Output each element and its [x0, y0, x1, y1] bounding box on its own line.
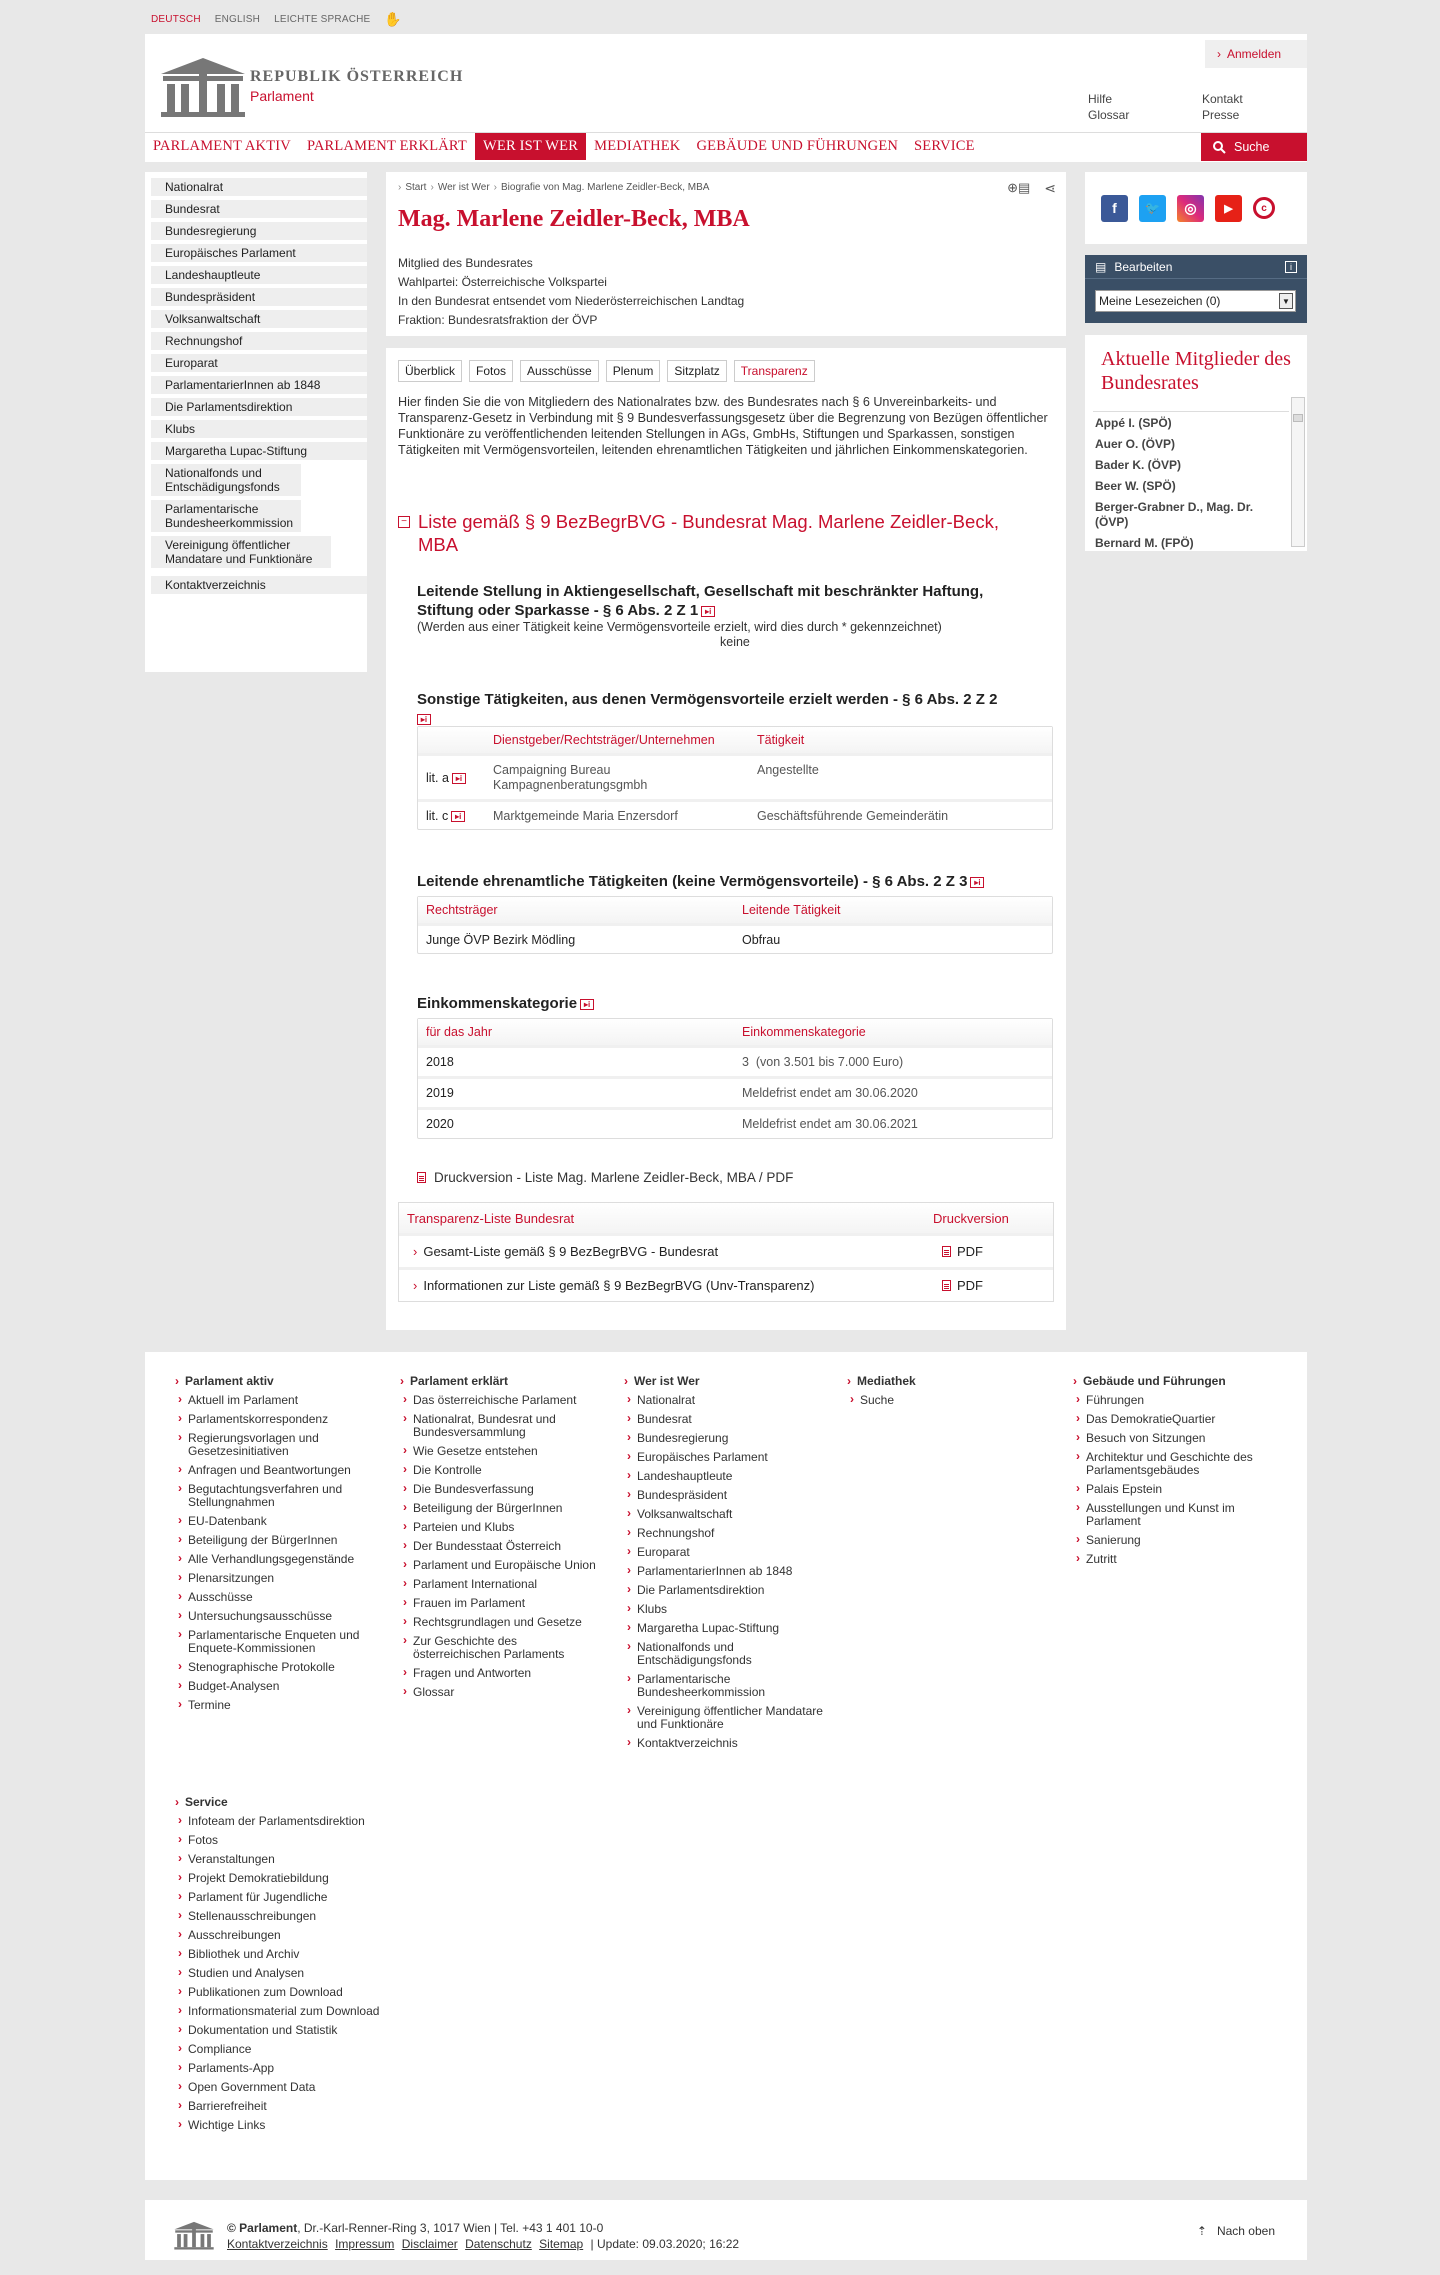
info-icon[interactable]: ▸i: [452, 773, 466, 784]
youtube-icon[interactable]: ▶: [1215, 195, 1242, 222]
footer-link[interactable]: › Wie Gesetze entstehen: [400, 1445, 600, 1458]
page-title: Mag. Marlene Zeidler-Beck, MBA: [398, 206, 750, 232]
footer-link-datenschutz[interactable]: Datenschutz: [465, 2237, 532, 2251]
footer-link[interactable]: › Rechnungshof: [624, 1527, 824, 1540]
footer-link[interactable]: › Informationsmaterial zum Download: [175, 2005, 395, 2018]
footer-link[interactable]: › Regierungsvorlagen und Gesetzesinitiativen: [175, 1432, 375, 1458]
table-row: [418, 923, 1052, 953]
members-box: [1085, 335, 1307, 551]
sidebar-item-nationalrat[interactable]: Nationalrat: [151, 178, 367, 196]
lang-english[interactable]: ENGLISH: [214, 14, 261, 25]
main-nav: [145, 132, 1307, 160]
footer-link[interactable]: › Aktuell im Parlament: [175, 1394, 375, 1407]
footer-link[interactable]: › Europäisches Parlament: [624, 1451, 824, 1464]
footer-link[interactable]: › Bundespräsident: [624, 1489, 824, 1502]
table-row: [418, 1107, 1052, 1138]
footer-link[interactable]: › Dokumentation und Statistik: [175, 2024, 395, 2037]
footer-link[interactable]: › Parlaments-App: [175, 2062, 395, 2075]
cell-activity: Obfrau: [742, 932, 781, 947]
footer-link[interactable]: › Margaretha Lupac-Stiftung: [624, 1622, 824, 1635]
nav-mediathek[interactable]: MEDIATHEK: [594, 138, 681, 154]
table-row: lit. c ▸i Marktgemeinde Maria Enzersdorf Geschäftsführende Gemeinderätin: [418, 799, 1052, 829]
footer-link[interactable]: › Studien und Analysen: [175, 1967, 395, 1980]
section-title: Leitende ehrenamtliche Tätigkeiten (keine Vermögensvorteile) - § 6 Abs. 2 Z 3: [417, 873, 968, 890]
footer-link[interactable]: › Parlament und Europäische Union: [400, 1559, 600, 1572]
footer-link[interactable]: › Stenographische Protokolle: [175, 1661, 375, 1674]
cell-activity: Geschäftsführende Gemeinderätin: [757, 808, 949, 823]
sidebar-item-landeshauptleute[interactable]: Landeshauptleute: [151, 266, 367, 284]
transparency-content: [386, 348, 1066, 1330]
footer-link[interactable]: › Parlament für Jugendliche: [175, 1891, 395, 1904]
footer-col: [624, 1374, 824, 1756]
table-row[interactable]: › Gesamt-Liste gemäß § 9 BezBegrBVG - Bundesrat PDF: [399, 1233, 1053, 1267]
info-icon[interactable]: ▸i: [417, 714, 431, 725]
footer-link[interactable]: › EU-Datenbank: [175, 1515, 375, 1528]
footer-link[interactable]: › Palais Epstein: [1073, 1483, 1283, 1496]
info-mitglied: Mitglied des Bundesrates: [398, 256, 533, 270]
edit-title: Bearbeiten: [1114, 259, 1173, 274]
info-entsendet: In den Bundesrat entsendet vom Niederösterreichischen Landtag: [398, 294, 745, 308]
footer-link[interactable]: › Bibliothek und Archiv: [175, 1948, 395, 1961]
footer-link[interactable]: › Frauen im Parlament: [400, 1597, 600, 1610]
sidebar-item-bundesheerkommission[interactable]: Parlamentarische Bundesheerkommission: [151, 500, 301, 532]
social-links: [1085, 172, 1307, 244]
share-icon[interactable]: ⋖: [1044, 180, 1056, 196]
chevron-down-icon: ▼: [1279, 293, 1293, 309]
footer-link[interactable]: › Volksanwaltschaft: [624, 1508, 824, 1521]
profile-tabs: [398, 360, 815, 382]
section-einkommen: [417, 994, 1043, 1013]
footer-link-sitemap[interactable]: Sitemap: [539, 2237, 584, 2251]
tab-sitzplatz[interactable]: Sitzplatz: [667, 360, 726, 382]
sidebar-item-bundespraesident[interactable]: Bundespräsident: [151, 288, 367, 306]
table-row[interactable]: › Informationen zur Liste gemäß § 9 BezBegrBVG (Unv-Transparenz) PDF: [399, 1267, 1053, 1301]
cell-year: 2019: [426, 1086, 454, 1100]
footer-link[interactable]: › Fragen und Antworten: [400, 1667, 600, 1680]
footer-link[interactable]: › Fotos: [175, 1834, 395, 1847]
footer-link[interactable]: › Veranstaltungen: [175, 1853, 395, 1866]
language-bar: [151, 11, 403, 28]
footer-link[interactable]: › Der Bundesstaat Österreich: [400, 1540, 600, 1553]
footer-col: [175, 1374, 375, 1718]
tab-ausschuesse[interactable]: Ausschüsse: [520, 360, 599, 382]
sidebar-item-volksanwaltschaft[interactable]: Volksanwaltschaft: [151, 310, 367, 328]
section-leitende-stellung: [417, 582, 1043, 650]
cell-activity: Angestellte: [757, 763, 819, 777]
footer-col-heading[interactable]: › Gebäude und Führungen: [1073, 1374, 1283, 1388]
arrow-up-icon: ⇡: [1196, 2224, 1207, 2238]
footer-link[interactable]: › Glossar: [400, 1686, 600, 1699]
footer-link[interactable]: › Plenarsitzungen: [175, 1572, 375, 1585]
section-note: (Werden aus einer Tätigkeit keine Vermögensvorteile erzielt, wird dies durch * gekennzeichnet): [417, 620, 942, 634]
info-icon[interactable]: ▸i: [970, 877, 984, 888]
footer-link[interactable]: › Anfragen und Beantwortungen: [175, 1464, 375, 1477]
footer-link[interactable]: › Nationalrat, Bundesrat und Bundesversammlung: [400, 1413, 600, 1439]
col-header: Dienstgeber/Rechtsträger/Unternehmen: [493, 733, 715, 747]
left-sidebar-nav: [145, 172, 367, 672]
footer-col-heading[interactable]: › Service: [175, 1795, 395, 1809]
search-button[interactable]: Suche: [1201, 133, 1307, 161]
list-heading[interactable]: − Liste gemäß § 9 BezBegrBVG - Bundesrat Mag. Marlene Zeidler-Beck, MBA: [398, 510, 1038, 556]
list-item[interactable]: Beer W. (SPÖ): [1095, 479, 1176, 493]
cell-org: Marktgemeinde Maria Enzersdorf: [493, 808, 678, 823]
cell-year: 2020: [426, 1117, 454, 1131]
logo-title: REPUBLIK ÖSTERREICH: [250, 68, 464, 85]
crumb-wer-ist-wer[interactable]: Wer ist Wer: [437, 182, 490, 193]
intro-text: Hier finden Sie die von Mitgliedern des Nationalrates bzw. des Bundesrates nach § 6 Unvereinbarkeits- und Transparenz-Gesetz in Verbindung mit § 9 Bundesverfassungsgesetz über die Begrenzung von Bezügen öffentlicher Funktionäre zu veröffentlichenden leitenden Stellungen in AGs, GmbHs, Stiftungen und Sparkassen, sonstigen Tätigkeiten mit Vermögensvorteilen, leitenden ehrenamtlichen Tätigkeiten und jährlichen Einkommenskategorien.: [398, 395, 1048, 457]
table-ehrenamtlich: [417, 896, 1053, 954]
sidebar-item-rechnungshof[interactable]: Rechnungshof: [151, 332, 367, 350]
members-scrollbar[interactable]: [1291, 397, 1305, 547]
footer-link[interactable]: › Bundesregierung: [624, 1432, 824, 1445]
footer-col: [175, 1795, 395, 2138]
members-list: [1093, 411, 1289, 551]
list-item[interactable]: Bader K. (ÖVP): [1095, 458, 1182, 472]
footer-sitemap: [145, 1352, 1307, 2180]
footer-link[interactable]: › Infoteam der Parlamentsdirektion: [175, 1815, 395, 1828]
sidebar-item-parlamentarier[interactable]: ParlamentarierInnen ab 1848: [151, 376, 367, 394]
nav-parlament-aktiv[interactable]: PARLAMENT AKTIV: [153, 138, 291, 154]
footer-link[interactable]: › Parteien und Klubs: [400, 1521, 600, 1534]
tab-ueberblick[interactable]: Überblick: [398, 360, 462, 382]
tab-plenum[interactable]: Plenum: [606, 360, 661, 382]
footer-col: [847, 1374, 1047, 1413]
bottom-bar: [145, 2200, 1307, 2260]
glossary-link[interactable]: Glossar: [1088, 108, 1130, 122]
col-header: Druckversion: [933, 1210, 1009, 1226]
section-none: keine: [720, 635, 750, 649]
info-icon[interactable]: ▸i: [451, 811, 465, 822]
info-icon[interactable]: ▸i: [580, 999, 594, 1010]
footer-link[interactable]: › Die Parlamentsdirektion: [624, 1584, 824, 1597]
contact-link[interactable]: Kontakt: [1202, 92, 1243, 106]
footer-link[interactable]: › Stellenausschreibungen: [175, 1910, 395, 1923]
sign-language-icon[interactable]: ✋: [384, 11, 403, 27]
footer-link[interactable]: › ParlamentarierInnen ab 1848: [624, 1565, 824, 1578]
footer-col-heading[interactable]: › Wer ist Wer: [624, 1374, 824, 1388]
top-links: [1088, 92, 1282, 122]
info-wahlpartei: Wahlpartei: Österreichische Volkspartei: [398, 275, 607, 289]
footer-col: [1073, 1374, 1283, 1572]
footer-link[interactable]: › Die Bundesverfassung: [400, 1483, 600, 1496]
footer-col-heading[interactable]: › Parlament erklärt: [400, 1374, 600, 1388]
footer-link[interactable]: › Führungen: [1073, 1394, 1283, 1407]
sidebar-item-eu-parlament[interactable]: Europäisches Parlament: [151, 244, 367, 262]
footer-link[interactable]: › Das DemokratieQuartier: [1073, 1413, 1283, 1426]
sidebar-item-europarat[interactable]: Europarat: [151, 354, 367, 372]
col-header: Einkommenskategorie: [742, 1025, 866, 1039]
help-link[interactable]: Hilfe: [1088, 92, 1113, 106]
footer-link[interactable]: › Bundesrat: [624, 1413, 824, 1426]
pdf-icon: [942, 1280, 951, 1291]
profile-actions: [1007, 180, 1056, 197]
footer-link-impressum[interactable]: Impressum: [335, 2237, 395, 2251]
footer-link[interactable]: › Europarat: [624, 1546, 824, 1559]
list-item[interactable]: Appé I. (SPÖ): [1095, 416, 1172, 430]
sidebar-item-bundesregierung[interactable]: Bundesregierung: [151, 222, 367, 240]
footer-link[interactable]: › Untersuchungsausschüsse: [175, 1610, 375, 1623]
site-header: [145, 34, 1307, 162]
transparency-list-table: [398, 1202, 1054, 1302]
footer-link[interactable]: › Die Kontrolle: [400, 1464, 600, 1477]
section-ehrenamtlich: [417, 872, 1043, 891]
table-row: lit. a ▸i Campaigning Bureau Kampagnenberatungsgmbh Angestellte: [418, 753, 1052, 799]
footer-col: [400, 1374, 600, 1705]
footer-link[interactable]: › Kontaktverzeichnis: [624, 1737, 824, 1750]
table-row: [418, 1045, 1052, 1076]
info-icon[interactable]: i: [1285, 261, 1297, 273]
tab-transparenz[interactable]: Transparenz: [734, 360, 815, 382]
footer-link[interactable]: › Ausstellungen und Kunst im Parlament: [1073, 1502, 1283, 1528]
sidebar-item-lupac[interactable]: Margaretha Lupac-Stiftung: [151, 442, 367, 460]
footer-link[interactable]: › Zur Geschichte des österreichischen Parlaments: [400, 1635, 600, 1661]
parliament-building-icon: [171, 2220, 217, 2250]
footer-link[interactable]: › Publikationen zum Download: [175, 1986, 395, 1999]
table-row: [418, 1076, 1052, 1107]
sidebar-item-kontaktverzeichnis[interactable]: Kontaktverzeichnis: [151, 576, 367, 594]
footer-link[interactable]: › Parlamentskorrespondenz: [175, 1413, 375, 1426]
footer-link[interactable]: › Nationalfonds und Entschädigungsfonds: [624, 1641, 824, 1667]
footer-link[interactable]: › Parlamentarische Enqueten und Enquete-Kommissionen: [175, 1629, 375, 1655]
podcast-icon[interactable]: c: [1253, 197, 1275, 219]
info-icon[interactable]: ▸i: [701, 606, 715, 617]
facebook-icon[interactable]: f: [1101, 195, 1128, 222]
pdf-icon: [417, 1172, 426, 1183]
footer-link[interactable]: › Beteiligung der BürgerInnen: [175, 1534, 375, 1547]
sidebar-item-nationalfonds[interactable]: Nationalfonds und Entschädigungsfonds: [151, 464, 301, 496]
instagram-icon[interactable]: ◎: [1177, 195, 1204, 222]
edit-box: [1085, 255, 1307, 323]
footer-addr: , Dr.-Karl-Renner-Ring 3, 1017 Wien | Tel. +43 1 401 10-0: [297, 2221, 604, 2235]
footer-org: © Parlament: [227, 2221, 298, 2235]
table-einkommen: [417, 1018, 1053, 1139]
sidebar-item-bundesrat[interactable]: Bundesrat: [151, 200, 367, 218]
col-header: für das Jahr: [426, 1025, 493, 1039]
crumb-current: Biografie von Mag. Marlene Zeidler-Beck, MBA: [501, 182, 710, 193]
footer-link[interactable]: › Projekt Demokratiebildung: [175, 1872, 395, 1885]
footer-link[interactable]: › Sanierung: [1073, 1534, 1283, 1547]
sidebar-item-klubs[interactable]: Klubs: [151, 420, 367, 438]
footer-link[interactable]: › Ausschreibungen: [175, 1929, 395, 1942]
footer-link[interactable]: › Besuch von Sitzungen: [1073, 1432, 1283, 1445]
parliament-logo[interactable]: [159, 54, 463, 118]
footer-col-heading[interactable]: › Mediathek: [847, 1374, 1047, 1388]
footer-link[interactable]: › Wichtige Links: [175, 2119, 395, 2132]
info-fraktion: Fraktion: Bundesratsfraktion der ÖVP: [398, 313, 598, 327]
list-item[interactable]: Bernard M. (FPÖ): [1095, 536, 1194, 550]
bookmarks-select[interactable]: Meine Lesezeichen (0) ▼: [1095, 290, 1296, 312]
footer-link[interactable]: › Budget-Analysen: [175, 1680, 375, 1693]
search-icon: [1213, 141, 1226, 154]
footer-link[interactable]: › Das österreichische Parlament: [400, 1394, 600, 1407]
footer-link-kontaktverzeichnis[interactable]: Kontaktverzeichnis: [227, 2237, 328, 2251]
list-item[interactable]: Berger-Grabner D., Mag. Dr. (ÖVP): [1095, 500, 1254, 529]
profile-box: [386, 172, 1066, 336]
lang-deutsch[interactable]: DEUTSCH: [151, 14, 201, 25]
nav-wer-ist-wer[interactable]: WER IST WER: [475, 133, 586, 160]
pdf-icon: [942, 1246, 951, 1257]
parliament-building-icon: [159, 54, 247, 118]
footer-link[interactable]: › Landeshauptleute: [624, 1470, 824, 1483]
col-header: Leitende Tätigkeit: [742, 903, 841, 917]
login-button[interactable]: › Anmelden: [1205, 40, 1307, 68]
col-header: Rechtsträger: [426, 903, 498, 917]
footer-link[interactable]: › Alle Verhandlungsgegenstände: [175, 1553, 375, 1566]
footer-link[interactable]: › Compliance: [175, 2043, 395, 2056]
nav-service[interactable]: SERVICE: [914, 138, 975, 154]
bookmark-add-icon[interactable]: ⊕▤: [1007, 180, 1031, 195]
cell-org: Campaigning Bureau Kampagnenberatungsgmbh: [493, 762, 648, 792]
table-sonstige: [417, 726, 1053, 830]
footer-link[interactable]: › Rechtsgrundlagen und Gesetze: [400, 1616, 600, 1629]
footer-link[interactable]: › Beteiligung der BürgerInnen: [400, 1502, 600, 1515]
footer-link[interactable]: › Parlamentarische Bundesheerkommission: [624, 1673, 824, 1699]
cell-category: 3 (von 3.501 bis 7.000 Euro): [742, 1055, 904, 1069]
list-item[interactable]: Auer O. (ÖVP): [1095, 437, 1176, 451]
cell-category: Meldefrist endet am 30.06.2021: [742, 1117, 918, 1131]
twitter-icon[interactable]: 🐦: [1139, 195, 1166, 222]
footer-link[interactable]: › Vereinigung öffentlicher Mandatare und Funktionäre: [624, 1705, 824, 1731]
nav-gebaeude[interactable]: GEBÄUDE UND FÜHRUNGEN: [696, 138, 899, 154]
col-header: Transparenz-Liste Bundesrat: [407, 1210, 575, 1226]
footer-link[interactable]: › Architektur und Geschichte des Parlamentsgebäudes: [1073, 1451, 1283, 1477]
section-title: Einkommenskategorie: [417, 995, 578, 1012]
footer-link[interactable]: › Parlament International: [400, 1578, 600, 1591]
footer-link[interactable]: › Ausschüsse: [175, 1591, 375, 1604]
sidebar-item-parlamentsdirektion[interactable]: Die Parlamentsdirektion: [151, 398, 367, 416]
sidebar-item-vereinigung[interactable]: Vereinigung öffentlicher Mandatare und Funktionäre: [151, 536, 331, 568]
section-title: Sonstige Tätigkeiten, aus denen Vermögensvorteile erzielt werden - § 6 Abs. 2 Z 2: [417, 691, 998, 708]
back-to-top-link[interactable]: ⇡ Nach oben: [1196, 2224, 1275, 2238]
press-link[interactable]: Presse: [1202, 108, 1240, 122]
profile-info: [398, 254, 744, 330]
cell-category: Meldefrist endet am 30.06.2020: [742, 1086, 918, 1100]
cell-org: Junge ÖVP Bezirk Mödling: [426, 932, 576, 947]
nav-parlament-erklaert[interactable]: PARLAMENT ERKLÄRT: [306, 138, 467, 154]
col-header: Tätigkeit: [757, 733, 805, 747]
footer-link[interactable]: › Suche: [847, 1394, 1047, 1407]
section-title: Leitende Stellung in Aktiengesellschaft, Gesellschaft mit beschränkter Haftung, Stiftung oder Sparkasse - § 6 Abs. 2 Z 1: [417, 583, 984, 619]
footer-link[interactable]: › Termine: [175, 1699, 375, 1712]
section-sonstige-taetigkeiten: [417, 690, 1043, 728]
footer-link[interactable]: › Nationalrat: [624, 1394, 824, 1407]
footer-address: [227, 2220, 739, 2252]
footer-link[interactable]: › Klubs: [624, 1603, 824, 1616]
lang-leichte-sprache[interactable]: LEICHTE SPRACHE: [274, 14, 371, 25]
print-version-link[interactable]: Druckversion - Liste Mag. Marlene Zeidler-Beck, MBA / PDF: [417, 1170, 793, 1185]
tab-fotos[interactable]: Fotos: [469, 360, 513, 382]
bookmark-icon: ▤: [1095, 259, 1107, 274]
footer-link[interactable]: › Begutachtungsverfahren und Stellungnahmen: [175, 1483, 375, 1509]
footer-update: | Update: 09.03.2020; 16:22: [590, 2237, 740, 2251]
footer-link[interactable]: › Barrierefreiheit: [175, 2100, 395, 2113]
footer-link-disclaimer[interactable]: Disclaimer: [401, 2237, 458, 2251]
crumb-start[interactable]: Start: [405, 182, 427, 193]
logo-subtitle: Parlament: [250, 88, 314, 104]
breadcrumb: › Start › Wer ist Wer › Biografie von Mag. Marlene Zeidler-Beck, MBA: [398, 182, 710, 193]
footer-col-heading[interactable]: › Parlament aktiv: [175, 1374, 375, 1388]
collapse-icon[interactable]: −: [398, 516, 410, 528]
members-title: Aktuelle Mitglieder des Bundesrates: [1101, 348, 1291, 394]
footer-link[interactable]: › Zutritt: [1073, 1553, 1283, 1566]
cell-year: 2018: [426, 1055, 454, 1069]
footer-link[interactable]: › Open Government Data: [175, 2081, 395, 2094]
